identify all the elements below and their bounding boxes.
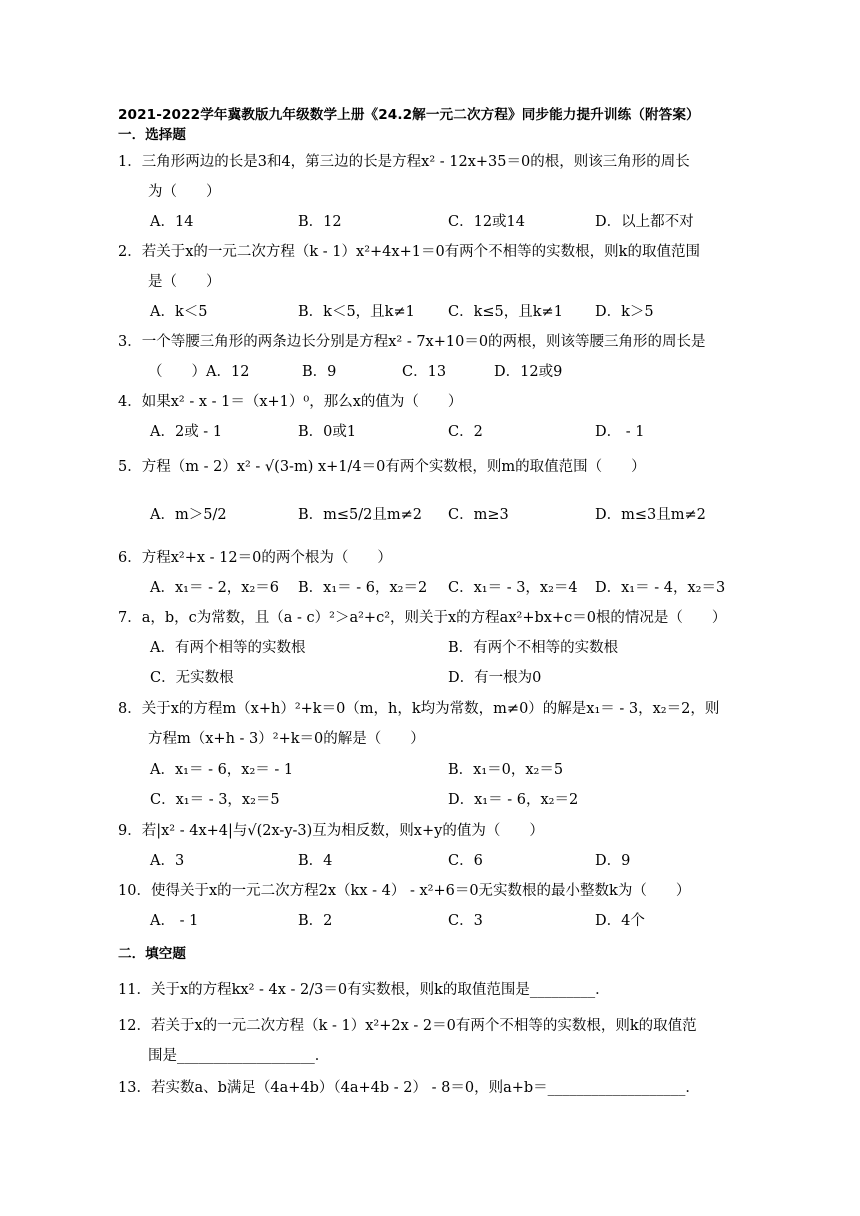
question-9-option: D．9 <box>595 853 631 869</box>
question-3-option: （ ）A．12 <box>148 364 250 380</box>
question-8-text: 方程m（x+h - 3）²+k＝0的解是（ ） <box>148 731 425 747</box>
question-7-option: A．有两个相等的实数根 <box>150 640 306 656</box>
section-heading-choice: 一．选择题 <box>118 127 186 143</box>
question-2-text: 是（ ） <box>148 274 221 290</box>
question-4-option: B．0或1 <box>298 424 357 440</box>
question-1-option: C．12或14 <box>448 214 525 230</box>
question-5-option: D．m≤3且m≠2 <box>595 507 706 523</box>
question-1-option: B．12 <box>298 214 342 230</box>
question-4-option: C．2 <box>448 424 483 440</box>
question-8-option: C．x₁＝ - 3，x₂＝5 <box>150 792 280 808</box>
question-3-option: B．9 <box>302 364 337 380</box>
question-10-option: A． - 1 <box>150 913 199 929</box>
question-1-text: 1．三角形两边的长是3和4，第三边的长是方程x² - 12x+35＝0的根，则该三角形的周长 <box>118 154 690 170</box>
document-title: 2021-2022学年冀教版九年级数学上册《24.2解一元二次方程》同步能力提升训练（附答案） <box>118 107 700 123</box>
question-8-option: B．x₁＝0，x₂＝5 <box>448 762 564 778</box>
question-7-option: D．有一根为0 <box>448 670 542 686</box>
question-13-text: 13．若实数a、b满足（4a+4b）（4a+4b - 2） - 8＝0，则a+b＝___________________． <box>118 1080 700 1096</box>
question-1-option: D．以上都不对 <box>595 214 694 230</box>
question-10-option: B．2 <box>298 913 333 929</box>
question-6-text: 6．方程x²+x - 12＝0的两个根为（ ） <box>118 550 392 566</box>
question-6-option: B．x₁＝ - 6，x₂＝2 <box>298 580 428 596</box>
question-5-option: B．m≤5/2且m≠2 <box>298 507 423 523</box>
question-5-option: C．m≥3 <box>448 507 509 523</box>
question-7-text: 7．a，b，c为常数，且（a - c）²＞a²+c²，则关于x的方程ax²+bx+c＝0根的情况是（ ） <box>118 610 727 626</box>
question-9-option: C．6 <box>448 853 483 869</box>
question-4-text: 4．如果x² - x - 1＝（x+1）⁰，那么x的值为（ ） <box>118 394 463 410</box>
question-2-text: 2．若关于x的一元二次方程（k - 1）x²+4x+1＝0有两个不相等的实数根，则k的取值范围 <box>118 244 700 260</box>
question-7-option: B．有两个不相等的实数根 <box>448 640 619 656</box>
question-12-text: 围是___________________． <box>148 1048 330 1064</box>
question-4-option: A．2或 - 1 <box>150 424 223 440</box>
question-9-option: B．4 <box>298 853 333 869</box>
question-2-option: A．k＜5 <box>150 304 208 320</box>
question-3-option: C．13 <box>402 364 447 380</box>
question-10-option: D．4个 <box>595 913 645 929</box>
question-3-text: 3．一个等腰三角形的两条边长分别是方程x² - 7x+10＝0的两根，则该等腰三角形的周长是 <box>118 334 706 350</box>
question-1-text: 为（ ） <box>148 184 221 200</box>
section-heading-fill-in: 二．填空题 <box>118 946 186 962</box>
question-7-option: C．无实数根 <box>150 670 234 686</box>
question-8-option: D．x₁＝ - 6，x₂＝2 <box>448 792 579 808</box>
question-11-text: 11．关于x的方程kx² - 4x - 2/3＝0有实数根，则k的取值范围是_________． <box>118 982 610 998</box>
question-8-text: 8．关于x的方程m（x+h）²+k＝0（m，h，k均为常数，m≠0）的解是x₁＝ - 3，x₂＝2，则 <box>118 701 720 717</box>
question-5-option: A．m＞5/2 <box>150 507 227 523</box>
question-10-text: 10．使得关于x的一元二次方程2x（kx - 4） - x²+6＝0无实数根的最小整数k为（ ） <box>118 883 691 899</box>
question-5-text: 5．方程（m - 2）x² - √(3-m) x+1/4＝0有两个实数根，则m的取值范围（ ） <box>118 459 646 475</box>
question-10-option: C．3 <box>448 913 483 929</box>
question-12-text: 12．若关于x的一元二次方程（k - 1）x²+2x - 2＝0有两个不相等的实数根，则k的取值范 <box>118 1018 697 1034</box>
question-2-option: C．k≤5，且k≠1 <box>448 304 563 320</box>
question-8-option: A．x₁＝ - 6，x₂＝ - 1 <box>150 762 294 778</box>
question-2-option: D．k＞5 <box>595 304 654 320</box>
question-6-option: A．x₁＝ - 2，x₂＝6 <box>150 580 280 596</box>
question-3-option: D．12或9 <box>494 364 563 380</box>
question-4-option: D． - 1 <box>595 424 645 440</box>
question-9-text: 9．若|x² - 4x+4|与√(2x-y-3)互为相反数，则x+y的值为（ ） <box>118 823 544 839</box>
question-2-option: B．k＜5，且k≠1 <box>298 304 415 320</box>
question-6-option: C．x₁＝ - 3，x₂＝4 <box>448 580 578 596</box>
question-9-option: A．3 <box>150 853 185 869</box>
question-6-option: D．x₁＝ - 4，x₂＝3 <box>595 580 726 596</box>
question-1-option: A．14 <box>150 214 194 230</box>
